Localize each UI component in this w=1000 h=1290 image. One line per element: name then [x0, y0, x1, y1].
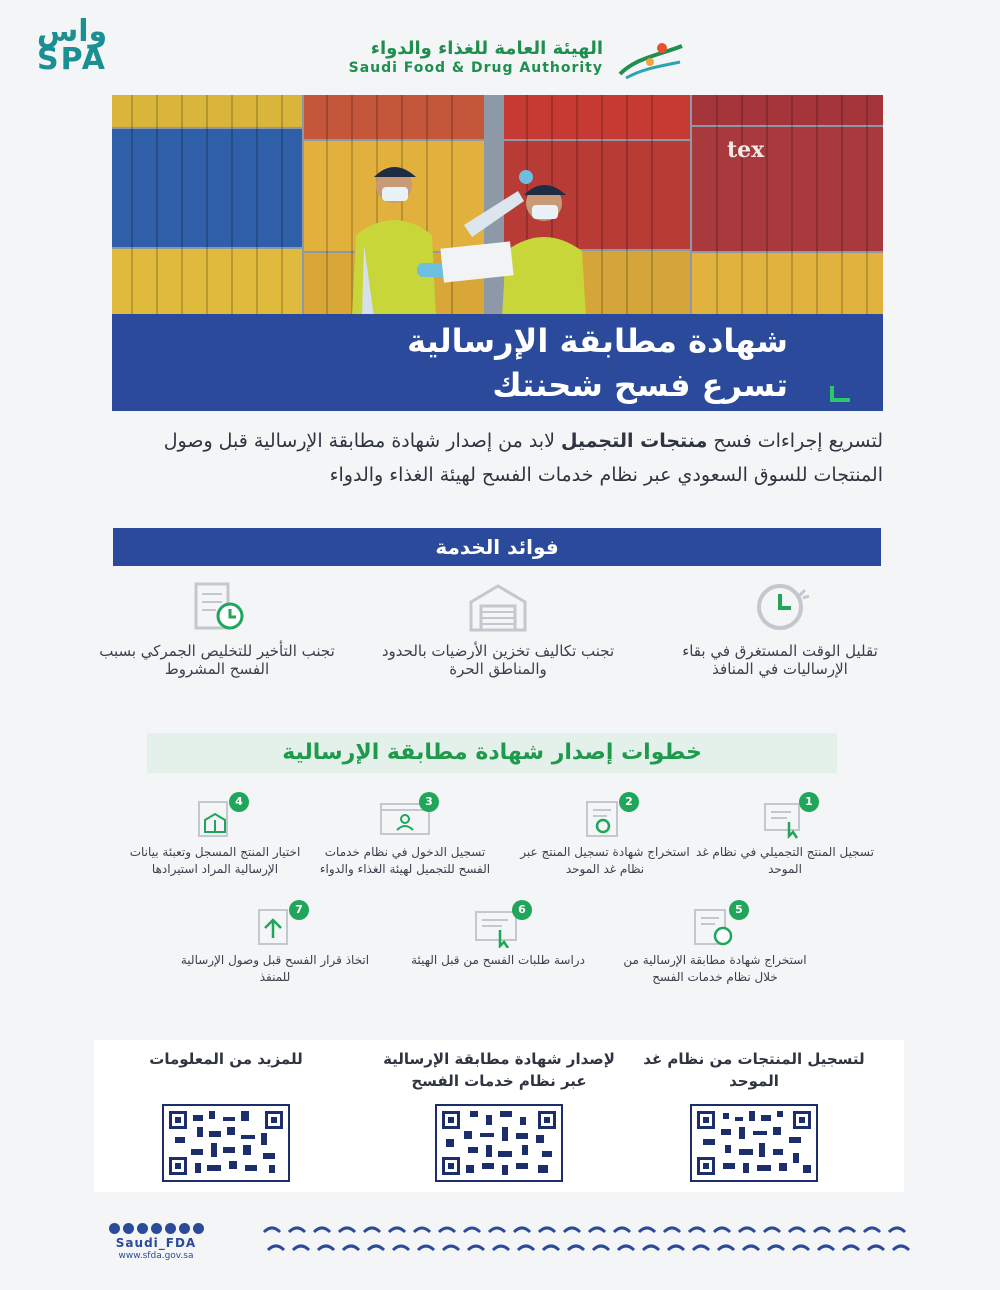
- wave-stroke: [268, 1246, 284, 1250]
- sfda-name-english: Saudi Food & Drug Authority: [348, 60, 603, 76]
- website-link[interactable]: www.sfda.gov.sa: [118, 1251, 194, 1261]
- benefit-text: تجنب التأخير للتخليص الجمركي بسبب الفسح المشروط: [99, 642, 335, 678]
- wave-stroke: [714, 1228, 730, 1232]
- wave-stroke: [768, 1246, 784, 1250]
- qr-code-icon[interactable]: [690, 1104, 818, 1182]
- certificate-icon: [579, 795, 633, 840]
- step-item: [690, 795, 880, 878]
- benefit-item: [92, 582, 342, 678]
- wave-stroke: [543, 1246, 559, 1250]
- register-product-icon: [759, 795, 813, 840]
- sfda-emblem-icon: [616, 38, 688, 82]
- wave-stroke: [643, 1246, 659, 1250]
- wave-stroke: [814, 1228, 830, 1232]
- warehouse-icon: [463, 582, 533, 632]
- wave-stroke: [843, 1246, 859, 1250]
- wave-stroke: [343, 1246, 359, 1250]
- social-links: [100, 1223, 212, 1261]
- wave-stroke: [589, 1228, 605, 1232]
- social-icon[interactable]: [137, 1223, 148, 1234]
- wave-stroke: [739, 1228, 755, 1232]
- wave-stroke: [818, 1246, 834, 1250]
- wave-stroke: [793, 1246, 809, 1250]
- login-icon: [379, 795, 433, 840]
- social-handle[interactable]: Saudi_FDA: [115, 1236, 197, 1250]
- wave-stroke: [518, 1246, 534, 1250]
- step-item: [120, 795, 310, 878]
- shipping-containers-illustration: [112, 95, 883, 317]
- wave-stroke: [364, 1228, 380, 1232]
- step-item: [510, 795, 700, 878]
- social-icon[interactable]: [123, 1223, 134, 1234]
- wave-stroke: [889, 1228, 905, 1232]
- wave-stroke: [464, 1228, 480, 1232]
- step-number: 7: [289, 900, 309, 920]
- wave-stroke: [318, 1246, 334, 1250]
- step-text: دراسة طلبات الفسح من قبل الهيئة: [411, 953, 585, 967]
- qr-label: لتسجيل المنتجات من نظام غد الموحد: [643, 1050, 865, 1090]
- wave-stroke: [689, 1228, 705, 1232]
- wave-stroke: [743, 1246, 759, 1250]
- wave-stroke: [764, 1228, 780, 1232]
- social-icon[interactable]: [151, 1223, 162, 1234]
- wave-stroke: [468, 1246, 484, 1250]
- sfda-logo: [318, 38, 688, 82]
- review-request-icon: [472, 903, 526, 948]
- benefit-item: [655, 582, 905, 678]
- step-text: اتخاذ قرار الفسح قبل وصول الإرسالية للمنفذ: [180, 953, 370, 984]
- decorative-wave-pattern: [260, 1222, 910, 1262]
- container-label: tex: [727, 137, 765, 163]
- wave-stroke: [868, 1246, 884, 1250]
- step-item: [403, 903, 593, 969]
- wave-stroke: [493, 1246, 509, 1250]
- step-item: [180, 903, 370, 986]
- document-clock-icon: [182, 582, 252, 632]
- intro-text-part1: لتسريع إجراءات فسح: [707, 430, 883, 452]
- qr-label: لإصدار شهادة مطابقة الإرسالية عبر نظام خدمات الفسح: [383, 1050, 615, 1090]
- step-text: استخراج شهادة تسجيل المنتج عبر نظام غد الموحد: [520, 845, 690, 876]
- step-number: 3: [419, 792, 439, 812]
- step-text: تسجيل الدخول في نظام خدمات الفسح للتجميل لهيئة الغذاء والدواء: [319, 845, 491, 876]
- step-item: [310, 795, 500, 878]
- social-icons: [100, 1223, 212, 1234]
- wave-stroke: [789, 1228, 805, 1232]
- step-text: استخراج شهادة مطابقة الإرسالية من خلال نظام خدمات الفسح: [623, 953, 807, 984]
- wave-stroke: [893, 1246, 909, 1250]
- qr-register-products[interactable]: [634, 1048, 874, 1182]
- qr-label: للمزيد من المعلومات: [149, 1050, 303, 1068]
- benefit-item: [373, 582, 623, 678]
- hero-title-line1: شهادة مطابقة الإرسالية: [407, 322, 788, 360]
- wave-stroke: [393, 1246, 409, 1250]
- shipment-box-icon: [189, 795, 243, 840]
- wave-stroke: [439, 1228, 455, 1232]
- qr-issue-certificate[interactable]: [379, 1048, 619, 1182]
- step-item: [620, 903, 810, 986]
- hero-title-line2: تسرع فسح شحنتك: [492, 366, 788, 404]
- sfda-name-arabic: الهيئة العامة للغذاء والدواء: [370, 38, 603, 59]
- wave-stroke: [264, 1228, 280, 1232]
- wave-stroke: [618, 1246, 634, 1250]
- qr-code-icon[interactable]: [162, 1104, 290, 1182]
- hero-title-banner: [112, 314, 883, 411]
- benefit-text: تجنب تكاليف تخزين الأرضيات بالحدود والمناطق الحرة: [381, 642, 615, 678]
- social-icon[interactable]: [193, 1223, 204, 1234]
- decision-arrow-icon: [249, 903, 303, 948]
- wave-stroke: [418, 1246, 434, 1250]
- social-icon[interactable]: [109, 1223, 120, 1234]
- intro-text-bold: منتجات التجميل: [560, 430, 708, 452]
- steps-title: خطوات إصدار شهادة مطابقة الإرسالية: [147, 733, 837, 773]
- wave-stroke: [593, 1246, 609, 1250]
- wave-stroke: [718, 1246, 734, 1250]
- step-text: اختيار المنتج المسجل وتعبئة بيانات الإرسالية المراد استيرادها: [129, 845, 301, 876]
- spa-logo-arabic: واس: [36, 14, 108, 49]
- spa-logo-latin: SPA: [36, 42, 108, 77]
- benefit-text: تقليل الوقت المستغرق في بقاء الإرساليات في المنافذ: [682, 642, 878, 678]
- qr-codes-section: [94, 1040, 904, 1192]
- social-icon[interactable]: [165, 1223, 176, 1234]
- wave-stroke: [314, 1228, 330, 1232]
- intro-text-part2: لابد من إصدار شهادة مطابقة الإرسالية قبل وصول المنتجات للسوق السعودي عبر نظام خدمات الفسح لهيئة الغذاء والدواء: [163, 430, 883, 486]
- wave-stroke: [668, 1246, 684, 1250]
- green-corner-accent: [830, 386, 850, 402]
- wave-stroke: [539, 1228, 555, 1232]
- step-number: 4: [229, 792, 249, 812]
- clock-icon: [745, 582, 815, 632]
- wave-stroke: [289, 1228, 305, 1232]
- wave-stroke: [389, 1228, 405, 1232]
- wave-stroke: [639, 1228, 655, 1232]
- wave-stroke: [693, 1246, 709, 1250]
- wave-stroke: [864, 1228, 880, 1232]
- benefits-title: فوائد الخدمة: [113, 528, 881, 566]
- wave-stroke: [339, 1228, 355, 1232]
- wave-stroke: [839, 1228, 855, 1232]
- qr-more-info[interactable]: [106, 1048, 346, 1182]
- wave-stroke: [368, 1246, 384, 1250]
- step-number: 2: [619, 792, 639, 812]
- wave-stroke: [614, 1228, 630, 1232]
- step-number: 5: [729, 900, 749, 920]
- wave-stroke: [489, 1228, 505, 1232]
- social-icon[interactable]: [179, 1223, 190, 1234]
- wave-stroke: [568, 1246, 584, 1250]
- wave-stroke: [293, 1246, 309, 1250]
- step-number: 6: [512, 900, 532, 920]
- wave-stroke: [664, 1228, 680, 1232]
- wave-stroke: [414, 1228, 430, 1232]
- qr-code-icon[interactable]: [435, 1104, 563, 1182]
- hero-image: [112, 95, 883, 317]
- wave-stroke: [514, 1228, 530, 1232]
- document-seal-icon: [689, 903, 743, 948]
- intro-paragraph: [112, 424, 883, 492]
- step-text: تسجيل المنتج التجميلي في نظام غد الموحد: [696, 845, 874, 876]
- wave-stroke: [443, 1246, 459, 1250]
- wave-stroke: [564, 1228, 580, 1232]
- spa-logo: [28, 14, 116, 80]
- step-number: 1: [799, 792, 819, 812]
